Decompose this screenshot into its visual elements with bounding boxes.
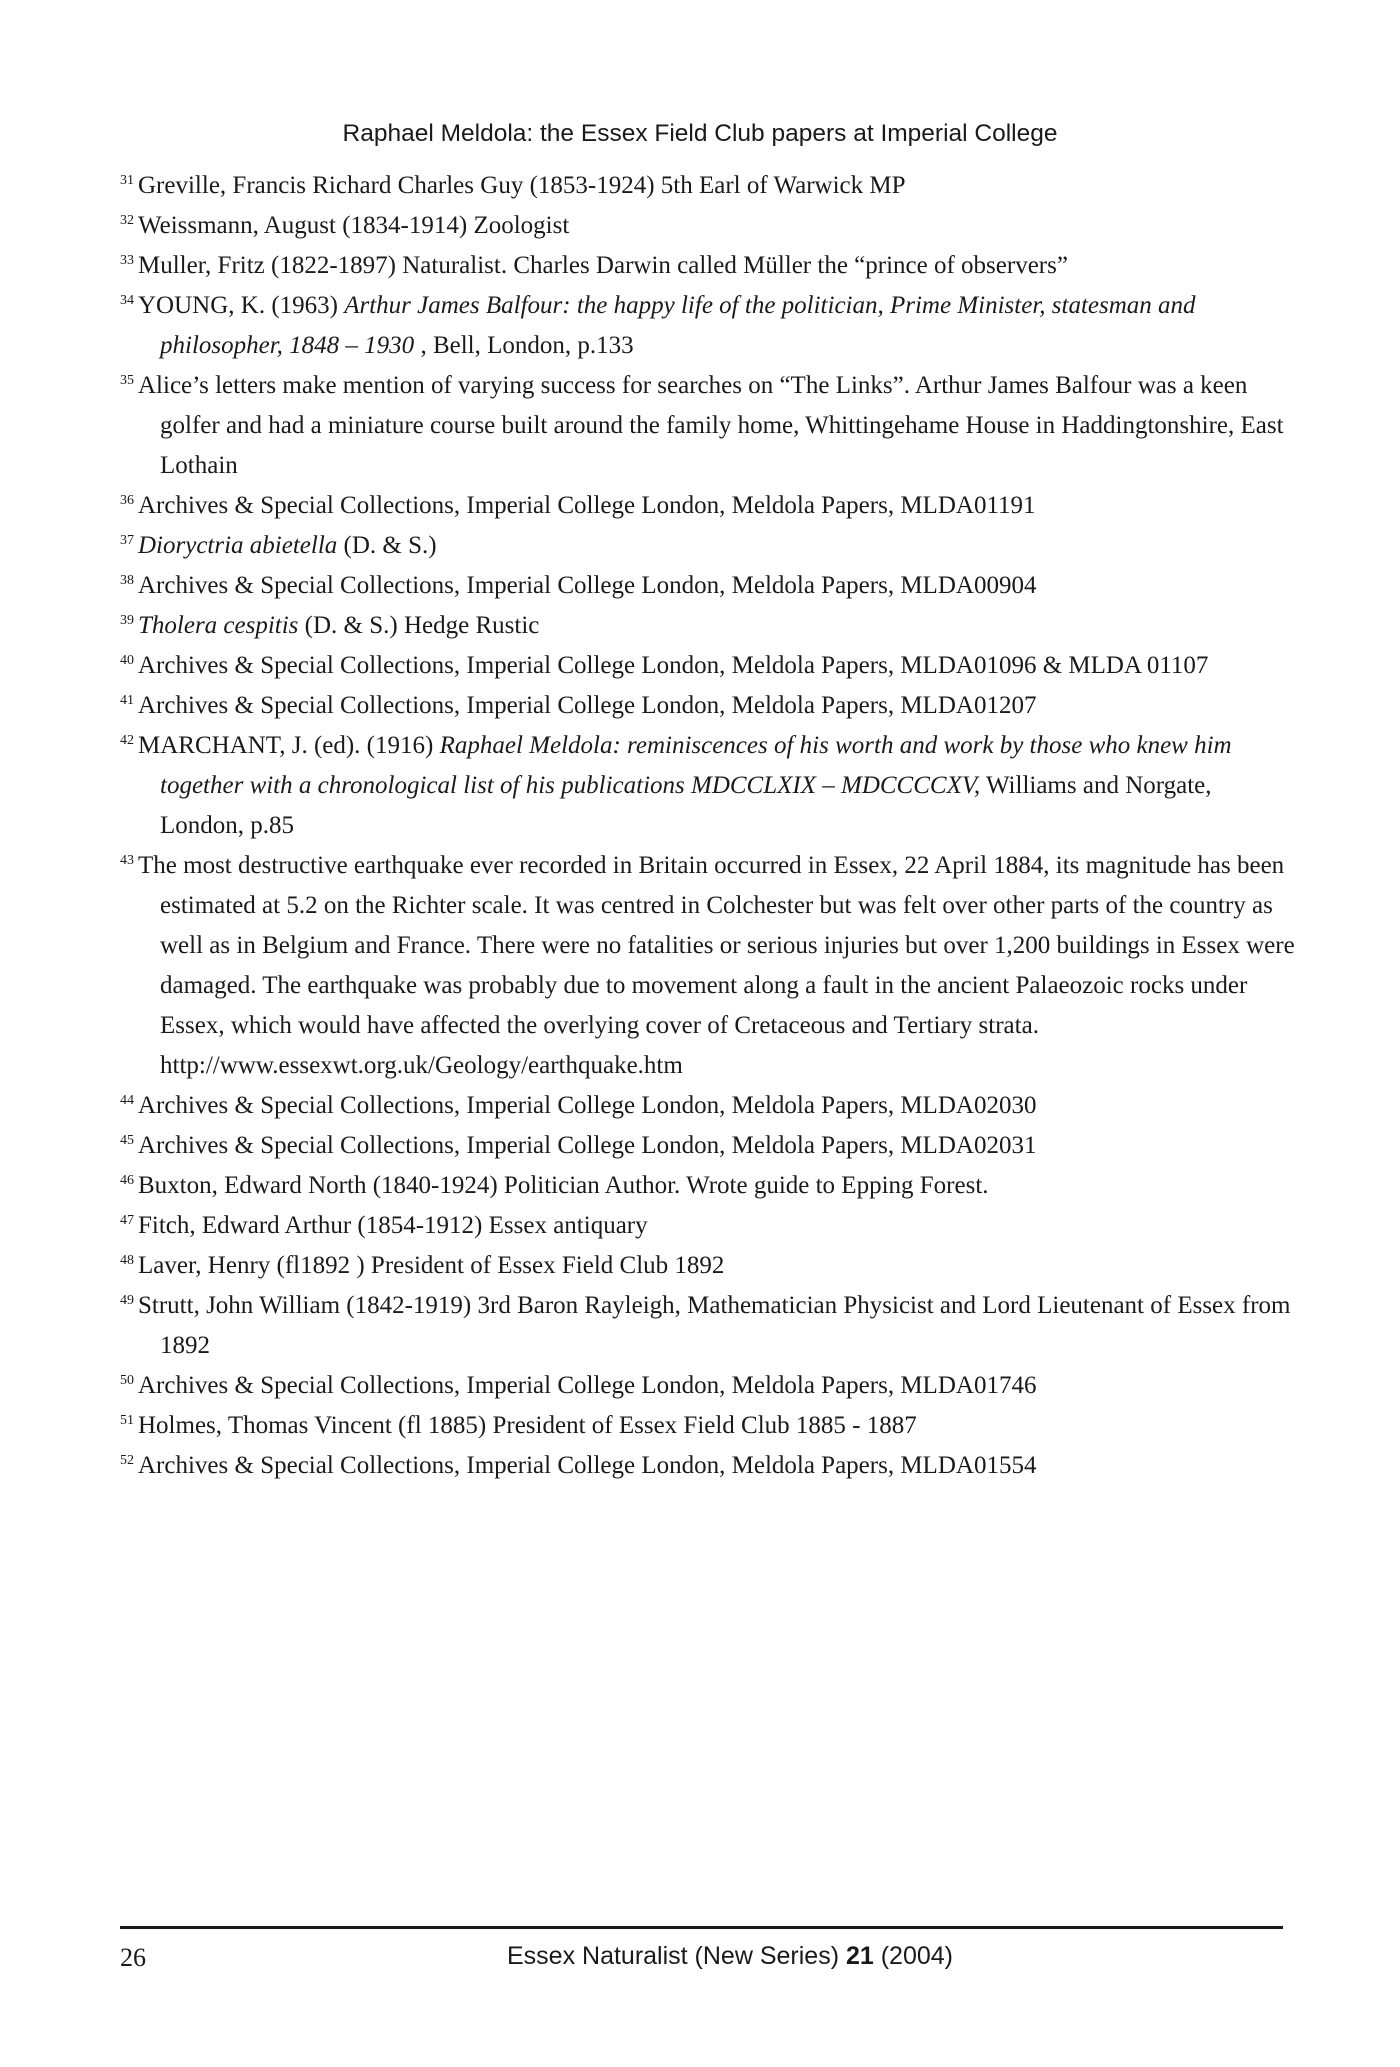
footnote-48 <box>120 1246 1295 1286</box>
footnote-text: Strutt, John William (1842-1919) 3rd Baron Rayleigh, Mathematician Physicist and Lord Lieutenant of Essex from 1892 <box>138 1292 1291 1359</box>
footnote-number: 49 <box>120 1293 134 1308</box>
footnote-text: The most destructive earthquake ever recorded in Britain occurred in Essex, 22 April 1884, its magnitude has been estimated at 5.2 on the Richter scale. It was centred in Colchester but was felt over other parts of the country as well as in Belgium and France. There were no fatalities or serious injuries but over 1,200 buildings in Essex were damaged. The earthquake was probably due to movement along a fault in the ancient Palaeozoic rocks under Essex, which would have affected the overlying cover of Cretaceous and Tertiary strata. http://www.essexwt.org.uk/Geology/earthquake.htm <box>138 852 1295 1079</box>
running-header: Raphael Meldola: the Essex Field Club papers at Imperial College <box>342 120 1058 147</box>
footnote-number: 31 <box>120 173 134 188</box>
footnote-number: 42 <box>120 733 134 748</box>
footnote-text: Archives & Special Collections, Imperial College London, Meldola Papers, MLDA02030 <box>138 1092 1037 1119</box>
footnote-number: 48 <box>120 1253 134 1268</box>
footnote-text: (D. & S.) <box>337 532 437 559</box>
footnote-text: Archives & Special Collections, Imperial College London, Meldola Papers, MLDA01746 <box>138 1372 1037 1399</box>
journal-name: Essex Naturalist (New Series) <box>506 1942 846 1970</box>
footnote-text: MARCHANT, J. (ed). (1916) <box>138 732 440 759</box>
footnote-52 <box>120 1446 1295 1486</box>
footnote-text: Weissmann, August (1834-1914) Zoologist <box>138 212 570 239</box>
footnote-number: 39 <box>120 613 134 628</box>
footnote-number: 51 <box>120 1413 134 1428</box>
footnote-39 <box>120 606 1295 646</box>
footnote-text: Laver, Henry (fl1892 ) President of Essex Field Club 1892 <box>138 1252 725 1279</box>
footnote-43 <box>120 846 1295 1086</box>
footnotes-list <box>120 166 1295 1486</box>
footnote-number: 47 <box>120 1213 134 1228</box>
footnote-number: 46 <box>120 1173 134 1188</box>
footnote-text: Muller, Fritz (1822-1897) Naturalist. Charles Darwin called Müller the “prince of observers” <box>138 252 1068 279</box>
footnote-text: YOUNG, K. (1963) <box>138 292 345 319</box>
footnote-number: 35 <box>120 373 134 388</box>
footnote-number: 34 <box>120 293 134 308</box>
footnote-42 <box>120 726 1295 846</box>
journal-citation <box>420 1942 1040 1971</box>
footnote-44 <box>120 1086 1295 1126</box>
footnote-45 <box>120 1126 1295 1166</box>
footnote-number: 38 <box>120 573 134 588</box>
footnote-number: 41 <box>120 693 134 708</box>
journal-year: (2004) <box>873 1942 953 1970</box>
footnote-italic-text: Arthur James Balfour: the happy life of the politician, Prime Minister, statesman and philosopher, 1848 – 1930 <box>160 292 1196 359</box>
footnote-number: 52 <box>120 1453 134 1468</box>
footnote-34 <box>120 286 1295 366</box>
footnote-31 <box>120 166 1295 206</box>
footnote-49 <box>120 1286 1295 1366</box>
footnote-text: Buxton, Edward North (1840-1924) Politician Author. Wrote guide to Epping Forest. <box>138 1172 989 1199</box>
footnote-text: Alice’s letters make mention of varying success for searches on “The Links”. Arthur James Balfour was a keen golfer and had a miniature course built around the family home, Whittingehame House in Haddingtonshire, East Lothain <box>138 372 1284 479</box>
footnote-number: 43 <box>120 853 134 868</box>
footnote-number: 33 <box>120 253 134 268</box>
footnote-47 <box>120 1206 1295 1246</box>
footnote-32 <box>120 206 1295 246</box>
footnote-number: 32 <box>120 213 134 228</box>
footnote-text: Archives & Special Collections, Imperial College London, Meldola Papers, MLDA01191 <box>138 492 1036 519</box>
footnote-number: 37 <box>120 533 134 548</box>
footnote-36 <box>120 486 1295 526</box>
footnote-text: Archives & Special Collections, Imperial College London, Meldola Papers, MLDA01554 <box>138 1452 1037 1479</box>
footnote-number: 40 <box>120 653 134 668</box>
footnote-46 <box>120 1166 1295 1206</box>
footnote-38 <box>120 566 1295 606</box>
footnote-text: Holmes, Thomas Vincent (fl 1885) President of Essex Field Club 1885 - 1887 <box>138 1412 917 1439</box>
footnote-50 <box>120 1366 1295 1406</box>
footnote-37 <box>120 526 1295 566</box>
footnote-text: (D. & S.) Hedge Rustic <box>298 612 540 639</box>
footnote-text: Archives & Special Collections, Imperial College London, Meldola Papers, MLDA01096 & MLDA 01107 <box>138 652 1209 679</box>
footnote-35 <box>120 366 1295 486</box>
page-number: 26 <box>120 1943 146 1972</box>
footnote-text: Archives & Special Collections, Imperial College London, Meldola Papers, MLDA00904 <box>138 572 1037 599</box>
footnote-number: 50 <box>120 1373 134 1388</box>
footnote-text: , Bell, London, p.133 <box>414 332 634 359</box>
footnote-italic-text: Raphael Meldola: reminiscences of his worth and work by those who knew him together with a chronological list of his publications MDCCLXIX – MDCCCCXV, <box>160 732 1232 799</box>
footnote-number: 45 <box>120 1133 134 1148</box>
footnote-italic-text: Dioryctria abietella <box>138 532 338 559</box>
footnote-41 <box>120 686 1295 726</box>
footnote-33 <box>120 246 1295 286</box>
footnote-number: 44 <box>120 1093 134 1108</box>
footnote-number: 36 <box>120 493 134 508</box>
footnote-text: Greville, Francis Richard Charles Guy (1853-1924) 5th Earl of Warwick MP <box>138 172 906 199</box>
footnote-text: Williams and Norgate, London, p.85 <box>160 772 1212 839</box>
footnote-text: Archives & Special Collections, Imperial College London, Meldola Papers, MLDA01207 <box>138 692 1037 719</box>
footnote-italic-text: Tholera cespitis <box>138 612 299 639</box>
footnote-text: Fitch, Edward Arthur (1854-1912) Essex antiquary <box>138 1212 648 1239</box>
footnote-text: Archives & Special Collections, Imperial College London, Meldola Papers, MLDA02031 <box>138 1132 1037 1159</box>
footer-rule <box>120 1926 1283 1929</box>
footnote-51 <box>120 1406 1295 1446</box>
footnote-40 <box>120 646 1295 686</box>
journal-volume: 21 <box>845 1942 874 1970</box>
